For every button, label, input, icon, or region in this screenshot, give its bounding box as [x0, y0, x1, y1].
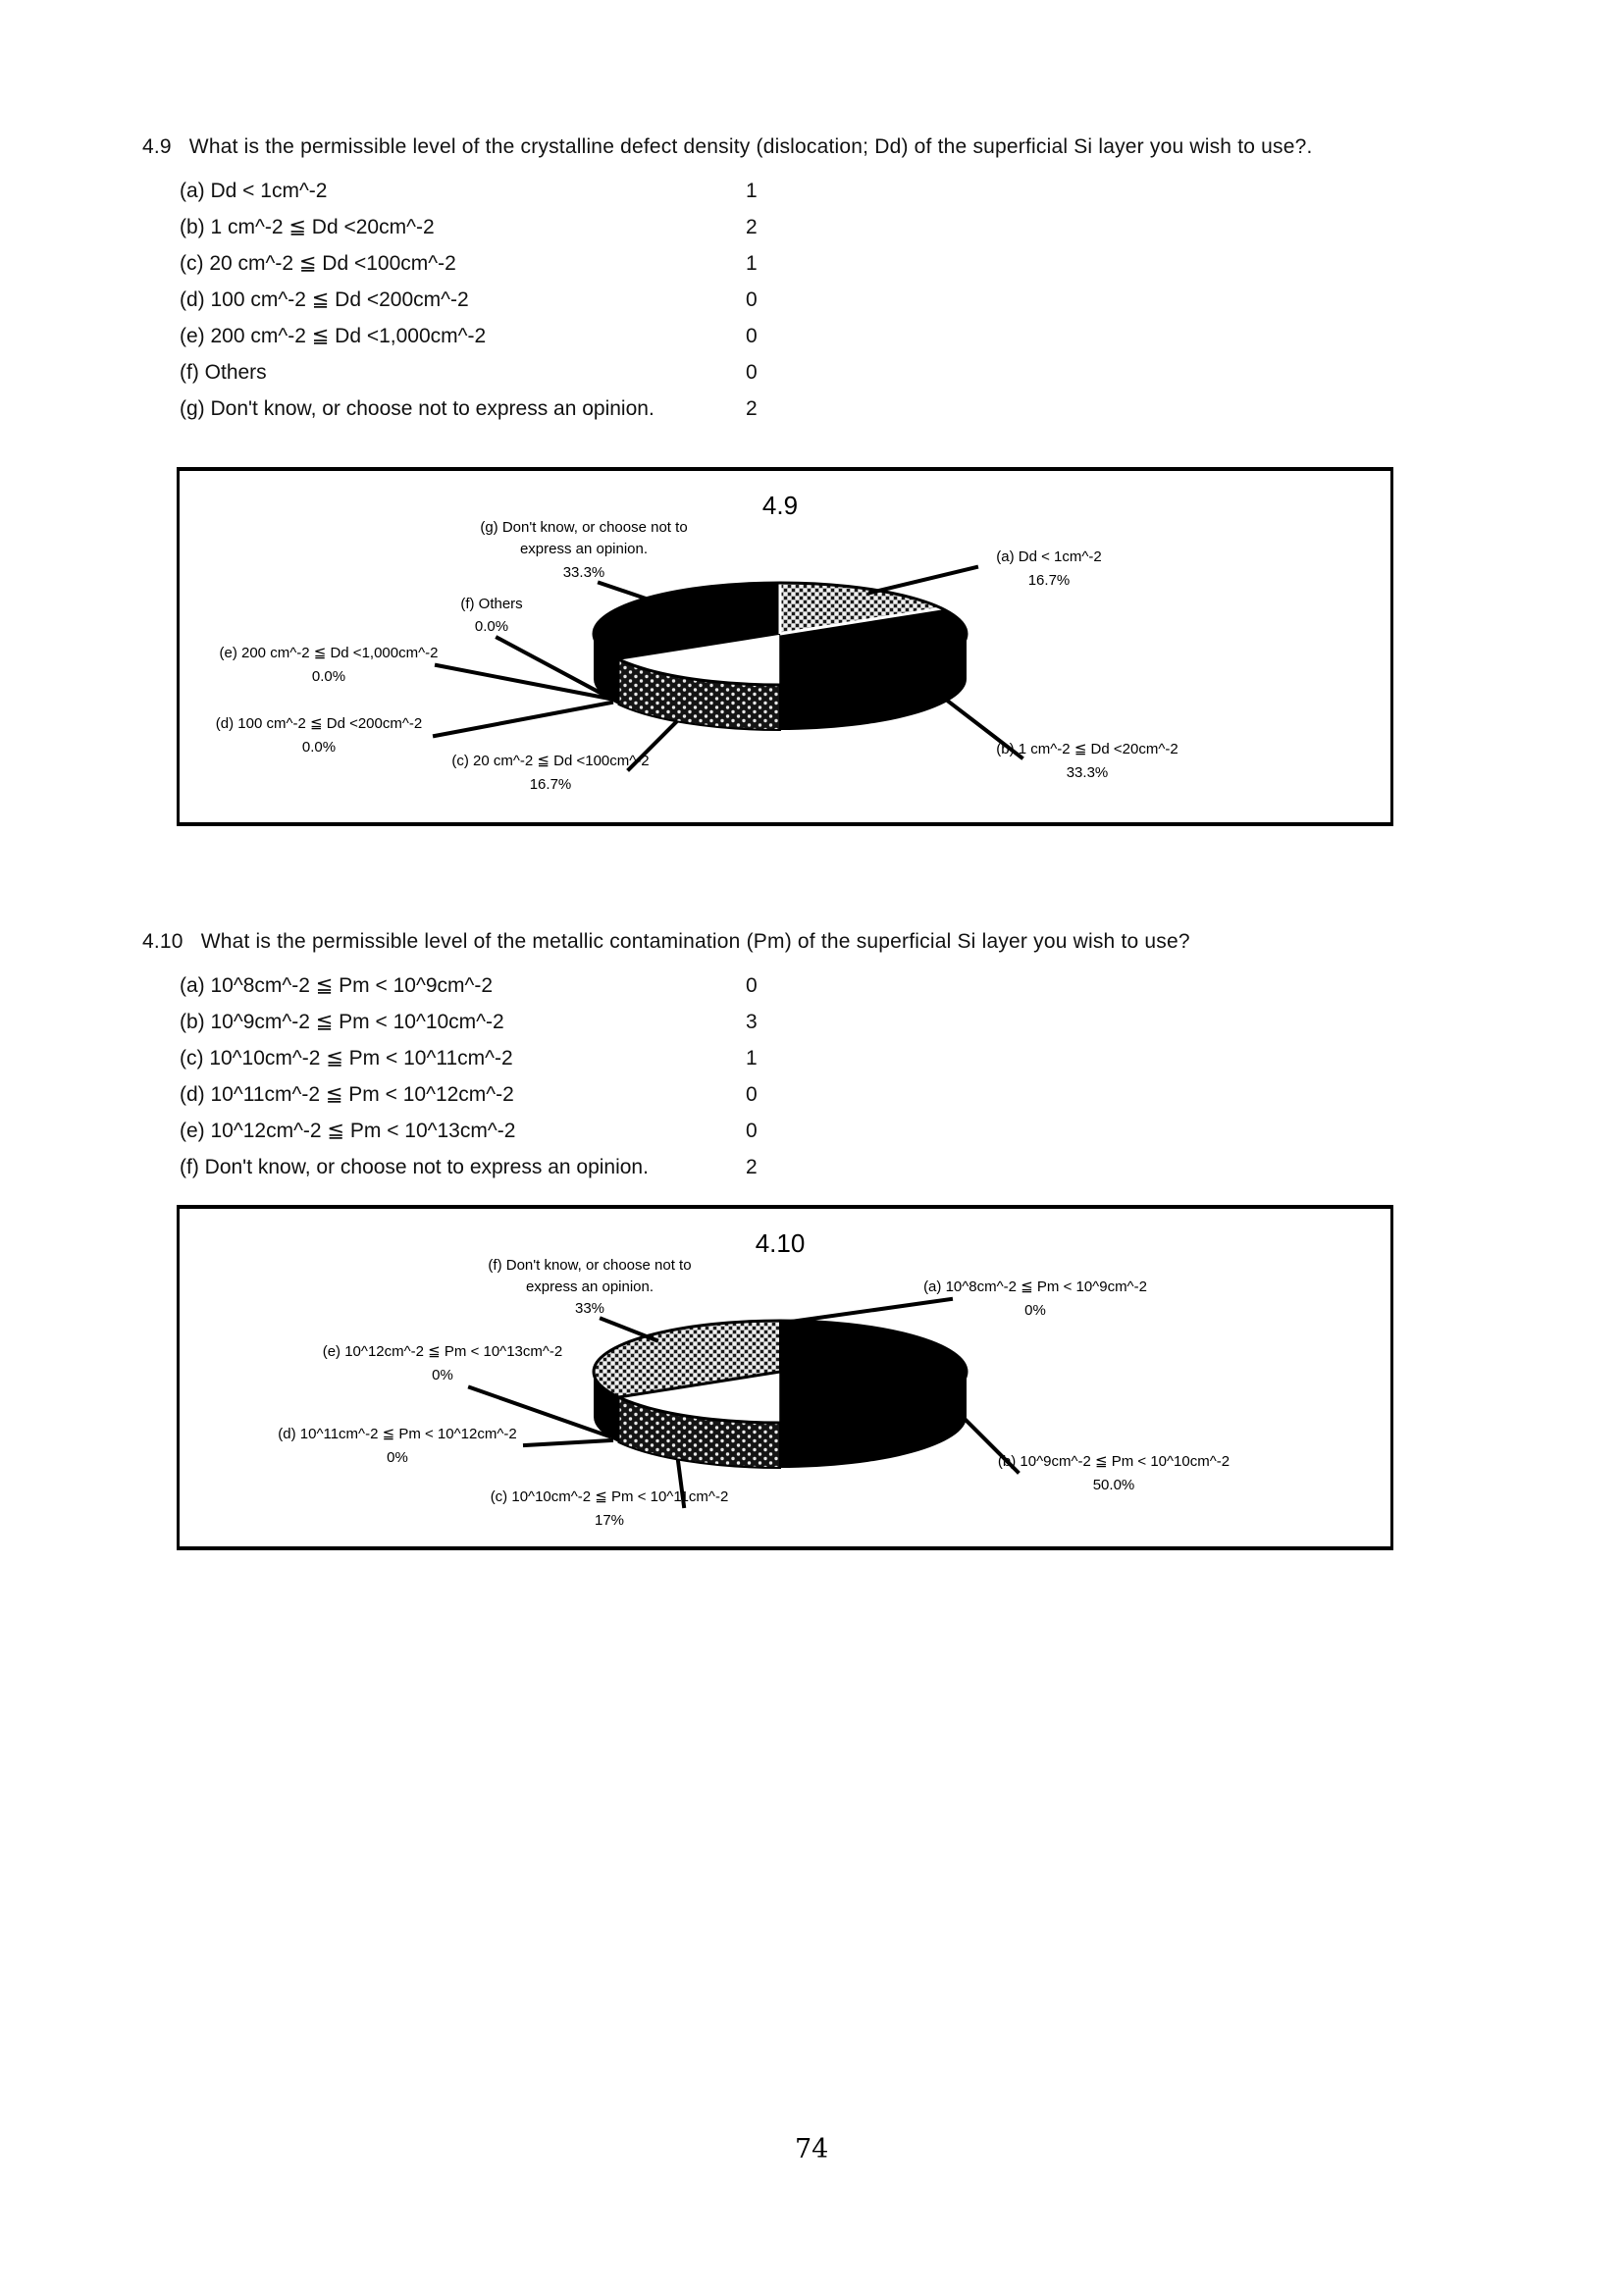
option-row [180, 391, 984, 427]
slice-pct: 16.7% [1027, 572, 1071, 589]
option-count: 2 [746, 216, 758, 238]
slice-pct: 0.0% [474, 618, 509, 635]
slice-label: (a) Dd < 1cm^-2 [996, 548, 1102, 565]
option-label: (f) Don't know, or choose not to express an opinion. [180, 1156, 649, 1178]
option-label: (b) 1 cm^-2 ≦ Dd <20cm^-2 [180, 216, 435, 238]
leader-line-d [525, 1440, 611, 1445]
chart-title: 4.10 [755, 1228, 806, 1258]
page-number: 74 [795, 2134, 829, 2165]
slice-label: (d) 100 cm^-2 ≦ Dd <200cm^-2 [215, 715, 423, 732]
leader-line-d [435, 703, 611, 736]
option-label: (c) 10^10cm^-2 ≦ Pm < 10^11cm^-2 [180, 1047, 513, 1070]
option-label: (a) 10^8cm^-2 ≦ Pm < 10^9cm^-2 [180, 974, 494, 997]
option-count: 0 [746, 325, 758, 347]
slice-label: (a) 10^8cm^-2 ≦ Pm < 10^9cm^-2 [923, 1278, 1147, 1295]
slice-pct: 0.0% [301, 739, 337, 756]
option-count: 0 [746, 974, 758, 997]
question-4-10-heading [142, 930, 1190, 954]
option-row [180, 1076, 984, 1113]
option-row [180, 1113, 984, 1149]
slice-label: (e) 10^12cm^-2 ≦ Pm < 10^13cm^-2 [322, 1343, 563, 1360]
leader-line-f [602, 1319, 656, 1340]
question-text: What is the permissible level of the metallic contamination (Pm) of the superficial Si layer you wish to use? [200, 930, 1190, 953]
option-label: (g) Don't know, or choose not to express an opinion. [180, 397, 654, 420]
option-count: 1 [746, 180, 758, 202]
question-text: What is the permissible level of the crystalline defect density (dislocation; Dd) of the superficial Si layer you wish to use?. [188, 135, 1313, 158]
slice-label: (g) Don't know, or choose not to [480, 519, 688, 536]
slice-pct: 33.3% [1066, 764, 1109, 781]
option-row [180, 245, 984, 282]
option-label: (e) 10^12cm^-2 ≦ Pm < 10^13cm^-2 [180, 1120, 516, 1142]
leader-line-a [784, 1299, 951, 1323]
option-row [180, 282, 984, 318]
question-number: 4.10 [142, 930, 183, 953]
option-count: 0 [746, 288, 758, 311]
slice-pct: 33.3% [562, 564, 605, 581]
slice-label: (f) Others [460, 596, 523, 612]
option-label: (a) Dd < 1cm^-2 [180, 180, 328, 202]
leader-line-a [870, 567, 976, 593]
option-row [180, 967, 984, 1004]
option-row [180, 209, 984, 245]
slice-pct: 0.0% [311, 668, 346, 685]
slice-label: express an opinion. [525, 1278, 654, 1295]
question-4-9-heading [142, 135, 1313, 159]
option-count: 1 [746, 252, 758, 275]
slice-label: (c) 20 cm^-2 ≦ Dd <100cm^-2 [451, 753, 650, 769]
slice-label: (d) 10^11cm^-2 ≦ Pm < 10^12cm^-2 [278, 1426, 517, 1442]
option-count: 2 [746, 397, 758, 420]
slice-label: (c) 10^10cm^-2 ≦ Pm < 10^11cm^-2 [490, 1488, 729, 1505]
option-label: (f) Others [180, 361, 267, 384]
chart-box-4-10 [177, 1205, 1393, 1550]
slice-pct: 0% [432, 1367, 453, 1383]
leader-line-g [600, 583, 649, 600]
option-row [180, 354, 984, 391]
question-4-9-options [180, 173, 984, 427]
slice-label: express an opinion. [519, 541, 649, 557]
option-count: 2 [746, 1156, 758, 1178]
slice-pct: 16.7% [529, 776, 572, 793]
option-label: (d) 10^11cm^-2 ≦ Pm < 10^12cm^-2 [180, 1083, 514, 1106]
option-row [180, 1004, 984, 1040]
slice-pct: 0% [387, 1449, 408, 1466]
slice-pct: 17% [594, 1512, 625, 1529]
chart-box-4-9 [177, 467, 1393, 826]
question-number: 4.9 [142, 135, 172, 158]
pie-chart-4-10 [180, 1209, 1390, 1546]
slice-label: (f) Don't know, or choose not to [488, 1257, 692, 1274]
option-row [180, 1040, 984, 1076]
slice-label: (b) 1 cm^-2 ≦ Dd <20cm^-2 [996, 741, 1178, 757]
option-count: 0 [746, 1120, 758, 1142]
slice-label: (b) 10^9cm^-2 ≦ Pm < 10^10cm^-2 [997, 1453, 1230, 1470]
option-row [180, 1149, 984, 1185]
slice-pct: 0% [1024, 1302, 1046, 1319]
option-count: 1 [746, 1047, 758, 1070]
slice-pct: 33% [574, 1300, 605, 1317]
question-4-10-options [180, 967, 984, 1185]
pie-chart-4-9 [180, 471, 1390, 822]
option-label: (b) 10^9cm^-2 ≦ Pm < 10^10cm^-2 [180, 1011, 504, 1033]
option-count: 0 [746, 361, 758, 384]
option-count: 0 [746, 1083, 758, 1106]
option-row [180, 173, 984, 209]
chart-title: 4.9 [761, 491, 799, 520]
option-count: 3 [746, 1011, 758, 1033]
option-label: (c) 20 cm^-2 ≦ Dd <100cm^-2 [180, 252, 456, 275]
option-row [180, 318, 984, 354]
slice-label: (e) 200 cm^-2 ≦ Dd <1,000cm^-2 [219, 645, 439, 661]
slice-pct: 50.0% [1092, 1477, 1135, 1493]
option-label: (d) 100 cm^-2 ≦ Dd <200cm^-2 [180, 288, 469, 311]
option-label: (e) 200 cm^-2 ≦ Dd <1,000cm^-2 [180, 325, 487, 347]
